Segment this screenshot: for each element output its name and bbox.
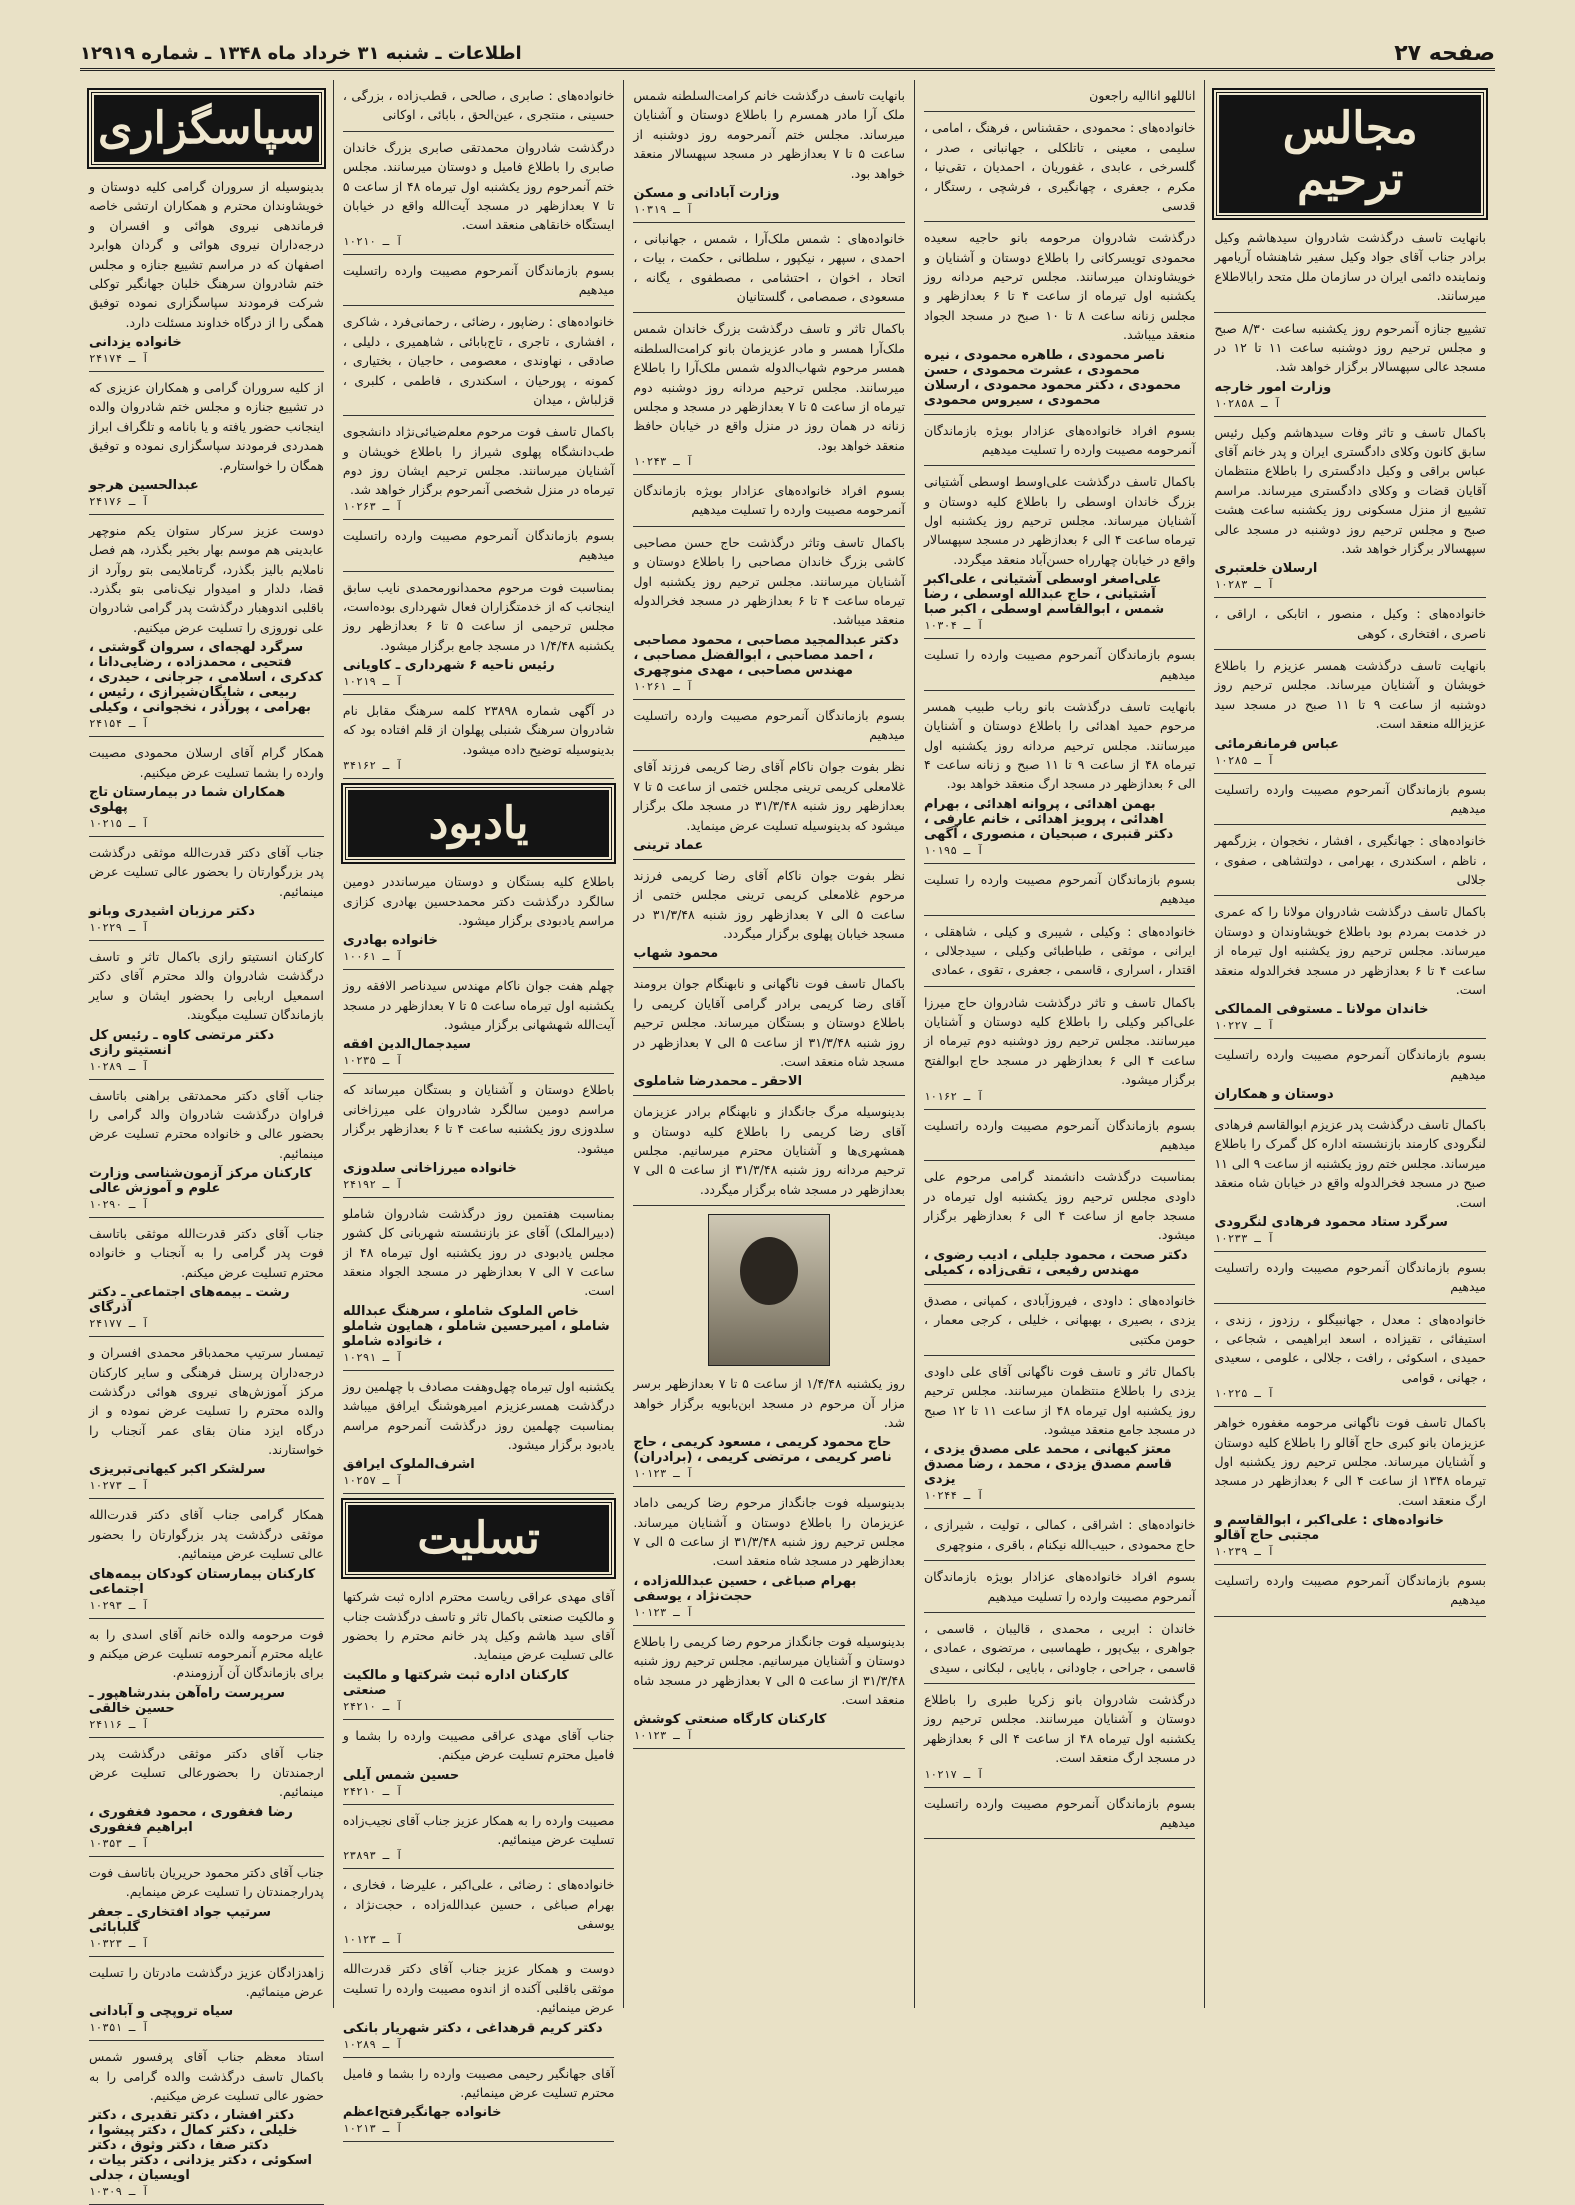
notice-divider [633,1095,905,1096]
notice-divider [343,415,615,416]
notice-divider [343,2057,615,2058]
notice-divider [343,571,615,572]
notice-text: باکمال تاسف و تاثر وفات سیدهاشم وکیل رئیس سابق کانون وکلای دادگستری ایران و پدر خانم آقای عباس براقی و وکیل دادگستری را باطلاع منتظمان آقایان قضات و وکلای دادگستری میرساند. مراسم تشییع از منزل مسکونی روز یکشنبه ساعت هشت صبح و مجلس ترحیم روز دوشنبه در مسجد عالی سپهسالار برگزار خواهد شد. [1214,424,1486,556]
issue-info: اطلاعات ـ شنبه ۳۱ خرداد ماه ۱۳۴۸ ـ شماره ۱۲۹۱۹ [80,42,522,64]
notice-divider [633,1748,905,1749]
notice-signature: همکاران شما در بیمارستان تاج پهلوی [88,784,286,815]
notice-divider [343,778,615,779]
notice-signature: سرگرد لهجه‌ای ، سروان گوشتی ، فتحیی ، محمدزاده ، رضایی‌دانا ، کدکری ، اسلامی ، جرجانی ، حیدری ، ربیعی ، شایگان‌شیرازی ، رئیس ، بهرامی ، پورآذر ، نخجوانی ، وکیلی [88,640,323,716]
notice-text: باکمال تاثر و تاسف درگذشت بزرگ خاندان شمس ملک‌آرا همسر و مادر عزیزمان بانو کرامت‌السلطنه همسر مرحوم شهاب‌الدوله شمس ملک‌آرا را باطلاع میرسانند. مجلس ترحیم مردانه روز دوشنبه دوم تیرماه از ساعت ۵ تا ۷ بعدازظهر در مسجد و مجلس زنانه در همان روز در منزل واقع در خیابان حافظ منعقد خواهد بود. [633,321,905,453]
notice-divider [89,1079,324,1080]
notice-signature: اشرف‌الملوک ایرافق [342,1457,475,1473]
notice-signature: ارسلان خلعتبری [1214,561,1318,577]
notice-divider [924,1612,1196,1613]
notice-divider [89,1336,324,1337]
notice-code: آ ـ ۲۳۸۹۳ [342,1849,403,1863]
notice-text: باکمال تاسف فوت ناگهانی و نابهنگام جوان برومند آقای رضا کریمی برادر گرامی آقایان کریمی را باطلاع دوستان و بستگان میرساند. مجلس ترحیم روز شنبه ۳۱/۳/۴۸ از ساعت ۵ الی ۷ بعدازظهر در مسجد شاه منعقد است. [633,976,905,1069]
notice-code: آ ـ ۱۰۱۶۲ [923,1089,984,1103]
notice-signature: سرلشکر اکبر کیهانی‌تبریزی [88,1462,266,1478]
notice-text: بدینوسیله فوت جانگداز مرحوم رضا کریمی داماد عزیزمان را باطلاع دوستان و آشنایان میرساند. مجلس ترحیم روز شنبه ۳۱/۳/۴۸ از ساعت ۵ الی ۷ بعدازظهر در مسجد شاه منعقد است. [633,1495,905,1569]
notice-signature: معتز کیهانی ، محمد علی مصدق یزدی ، قاسم مصدق یزدی ، محمد ، رضا مصدق یزدی [923,1442,1172,1488]
notice-divider [89,1498,324,1499]
notice-code: آ ـ ۱۰۱۹۵ [923,843,984,857]
notice-divider [89,371,324,372]
notice-divider [633,1486,905,1487]
notice-divider [1214,824,1486,825]
notice-divider [1214,312,1486,313]
notice-signature: رئیس ناحیه ۶ شهرداری ـ کاویانی [342,658,555,673]
notice-signature: الاحقر ـ محمدرضا شاملوی [633,1074,803,1090]
notice-signature: عبدالحسین هرجو [88,477,199,493]
notice-text: تشییع جنازه آنمرحوم روز یکشنبه ساعت ۸/۳۰ صبح و مجلس ترحیم روز دوشنبه ساعت ۱۱ تا ۱۲ در مسجد عالی سپهسالار برگزار خواهد شد. [1214,320,1487,375]
notice-text: خانواده‌های : اشراقی ، کمالی ، تولیت ، شیرازی ، حاج محمودی ، حبیب‌الله نیکنام ، باقری ، منوچهری [923,1517,1196,1552]
column-thanks [80,80,333,2199]
notice-code: آ ـ ۱۰۳۵۳ [88,1836,149,1850]
notice-divider [924,1284,1196,1285]
notice-divider [1214,1108,1486,1109]
notice-divider [1214,1564,1486,1565]
notice-signature: کارکنان اداره ثبت شرکتها و مالکیت صنعتی [342,1667,569,1698]
notice-code: آ ـ ۱۰۱۲۳ [633,1467,694,1481]
notice-signature: خانواده میرزاخانی سلدوزی [342,1160,517,1176]
notice-code: آ ـ ۱۰۲۲۹ [88,921,149,934]
notice-divider [89,940,324,941]
notice-divider [924,111,1196,112]
notice-text: بدینوسیله مرگ جانگداز و نابهنگام برادر عزیزمان آقای رضا کریمی را باطلاع کلیه دوستان و همشهری‌ها و آشنایان محترم میرسانیم. مجلس ترحیم مردانه روز شنبه ۳۱/۳/۴۸ از ساعت ۵ الی ۷ بعدازظهر در مسجد شاه برگزار میگردد. [633,1104,905,1197]
notice-signature: وزارت آبادانی و مسکن [633,185,780,201]
notice-text: باکمال تاسف وتاثر درگذشت حاج حسن مصاحبی کاشی بزرگ خاندان مصاحبی را باطلاع دوستان و آشنایان میرسانند. مجلس ترحیم روز یکشنبه اول تیرماه ساعت ۴ تا ۶ بعدازظهر در مسجد فخرالدوله منعقد میباشد. [633,534,905,628]
notice-signature: دکتر مرزبان اشیدری وبانو [88,904,255,919]
notice-text: در آگهی شماره ۲۳۸۹۸ کلمه سرهنگ مقابل نام شادروان سرهنگ شنبلی پهلوان از قلم افتاده بود که بدینوسیله توضیح داده میشود. [342,703,615,757]
notice-divider [924,638,1196,639]
notice-text: خانواده‌های : معدل ، جهانبیگلو ، رزدوز ، زندی ، استیفائی ، تقیزاده ، اسعد ابراهیمی ، شجاعی ، حمیدی ، اسکوئی ، رافت ، جلالی ، علومی ، سعیدی ، جهانی ، قوامی [1214,1311,1486,1385]
notice-text: همکار گرامی جناب آقای دکتر قدرت‌الله موثقی درگذشت پدر بزرگوارتان را بحضور عالی تسلیت عرض مینمائیم. [88,1507,324,1562]
notice-text: دوست و همکار عزیز جناب آقای دکتر قدرت‌الله موثقی باقلبی آکنده از اندوه مصیبت وارده را تسلیت عرض مینمائیم. [342,1961,615,2016]
notice-signature: سرگرد ستاد محمود فرهادی لنگرودی [1214,1214,1448,1230]
notice-code: آ ـ ۱۰۲۸۹ [88,1059,149,1073]
notice-text: خانواده‌های : جهانگیری ، افشار ، نخجوان ، بزرگمهر ، ناظم ، اسکندری ، بهرامی ، دولتشاهی ، صفوی ، جلالی [1214,833,1486,887]
notice-code: آ ـ ۳۴۱۶۲ [342,759,403,773]
notice-code: آ ـ ۱۰۲۱۳ [342,2122,403,2136]
notice-text: بانهایت تاسف درگذشت شادروان سیدهاشم وکیل برادر جناب آقای جواد وکیل سفیر شاهنشاه آریامهر ونماینده دائمی ایران در سازمان ملل متحد رابالاطلاع میرسانند. [1214,230,1486,304]
notice-signature: عماد ترینی [633,837,704,853]
notice-divider [633,967,905,968]
notice-text: بسوم بازماندگان آنمرحوم مصیبت وارده راتسلیت میدهیم [923,1117,1196,1152]
notice-text: خاندان : ابریی ، محمدی ، قالیبان ، قاسمی ، جواهری ، بیک‌پور ، طهماسبی ، مرتضوی ، عمادی ، قاسمی ، جراحی ، جاودانی ، بابایی ، لبکانی ، سیدی [923,1620,1196,1675]
notice-signature: ناصر محمودی ، طاهره محمودی ، نیره محمودی ، عشرت محمودی ، حسن محمودی ، دکتر محمود محمودی ، ارسلان محمودی ، سیروس محمودی [923,347,1181,408]
notice-code: آ ـ ۱۰۲۱۹ [342,675,403,688]
notice-code: آ ـ ۱۰۱۲۳ [342,1933,403,1947]
notice-text: نظر بفوت جوان ناکام آقای رضا کریمی فرزند آقای غلامعلی کریمی ترینی مجلس ختمی از ساعت ۵ تا ۷ بعدازظهر روز شنبه ۳۱/۳/۴۸ در مسجد ملک برگزار میشود که بدینوسیله تسلیت عرض مینماید. [633,759,905,833]
notice-divider [633,699,905,700]
notice-text: خانواده‌های : رضاپور ، رضائی ، رحمانی‌فرد ، شاکری ، افشاری ، تاجری ، تاج‌بابائی ، شاهمیری ، دلیلی ، صادقی ، نهاوندی ، معصومی ، حاجیان ، بختیاری ، کمونه ، پورحیان ، اسکندری ، فاطمی ، کلبری ، قزلباش ، میدان [342,314,615,407]
notice-divider [343,1493,615,1494]
notice-divider [343,694,615,695]
notice-divider [924,690,1196,691]
notice-divider [633,750,905,751]
notice-signature: خاص الملوک شاملو ، سرهنگ عبدالله شاملو ، امیرحسین شاملو ، همایون شاملو ، خانواده شاملو [342,1303,610,1349]
notice-divider [924,1560,1196,1561]
notice-text: آقای مهدی عراقی ریاست محترم اداره ثبت شرکتها و مالکیت صنعتی باکمال تاثر و تاسف درگذشت جناب آقای سید هاشم وکیل پدر خانم محترم را بحضور عالی تسلیت عرض مینماید. [342,1589,615,1663]
notice-code: آ ـ ۱۰۲۲۵ [1214,1387,1275,1401]
notice-divider [343,1073,615,1074]
notice-text: باطلاع کلیه بستگان و دوستان میرسانددر دومین سالگرد درگذشت دکتر محمدحسین بهادری کزازی مراسم یادبودی برگزار میشود. [342,874,615,928]
notice-signature: خانواده جهانگیرفتح‌اعظم [342,2105,502,2121]
notice-signature: حاج محمود کریمی ، مسعود کریمی ، حاج ناصر کریمی ، مرتضی کریمی ، (برادران) [633,1435,892,1466]
notice-divider [924,1508,1196,1509]
notice-text: بسوم افراد خانواده‌های عزادار بویژه بازماندگان آنمرحوم مصیبت وارده را تسلیت میدهیم [923,1569,1196,1604]
notice-code: آ ـ ۱۰۲۹۰ [88,1198,149,1211]
notice-divider [343,1197,615,1198]
notice-text: یکشنبه اول تیرماه چهل‌وهفت مصادف با چهلمین روز درگذشت همسرعزیزم امیرهوشنگ ایرافق میباشد بمناسبت چهلمین روز درگذشت آنمرحوم مراسم یادبود برگزار میشود. [342,1378,615,1452]
notice-code: آ ـ ۲۴۱۹۲ [342,1177,403,1191]
notice-signature: علی‌اصغر اوسطی آشتیانی ، علی‌اکبر آشتیانی ، حاج عبدالله اوسطی ، رضا شمس ، ابوالقاسم اوسطی ، اکبر صبا [923,572,1165,618]
notice-code: آ ـ ۱۰۲۸۵۸ [1214,396,1281,410]
notice-signature: کارکنان بیمارستان کودکان بیمه‌های اجتماعی [88,1566,316,1597]
notice-divider [924,1683,1196,1684]
notice-divider [89,1217,324,1218]
notice-code: آ ـ ۱۰۲۸۳ [1214,578,1275,592]
notice-text: بسوم افراد خانواده‌های عزادار بویژه بازماندگان آنمرحومه مصیبت وارده را تسلیت میدهیم [923,422,1196,457]
notice-signature: دکتر مرتضی کاوه ـ رئیس کل انستیتو رازی [88,1027,275,1058]
notice-text: بسوم بازماندگان آنمرحوم مصیبت وارده راتسلیت میدهیم [1214,1047,1486,1082]
notice-text: بسوم بازماندگان آنمرحوم مصیبت وارده راتسلیت میدهیم [1214,1573,1486,1608]
notice-text: چهلم هفت جوان ناکام مهندس سیدناصر الافقه روز یکشنبه اول تیرماه ساعت ۵ تا ۷ بعدازظهر در مسجد آیت‌الله شهشهانی برگزار میشود. [342,978,615,1032]
notice-signature: دکتر کریم قرهداغی ، دکتر شهریار بانکی [342,2020,603,2036]
notice-divider [1214,773,1486,774]
notice-signature: محمود شهاب [633,946,719,962]
notice-divider [343,305,615,306]
notice-text: بانهایت تاسف درگذشت بانو رباب طبیب همسر مرحوم حمید اهدائی را باطلاع دوستان و آشنایان میرسانند. مجلس ترحیم مردانه روز یکشنبه اول تیرماه ۴۸ از ساعت ۹ تا ۱۱ صبح و زنانه ساعت ۴ الی ۶ بعدازظهر در مسجد ارگ منعقد خواهد بود. [923,698,1196,792]
notice-code: آ ـ ۱۰۲۱۰ [342,234,403,248]
notice-text: تیمسار سرتیپ محمدباقر محمدی افسران و درجه‌داران پرسنل فرهنگی و سایر کارکنان مرکز آموزش‌های نیروی هوائی درگذشت والده محترم را تسلیت عرض نموده و از درگاه ایزد منان بقای عمر آنجناب را خواستارند. [88,1345,324,1457]
notice-signature: بهمن اهدائی ، پروانه اهدائی ، بهرام اهدائی ، پرویز اهدائی ، خانم عارفی ، دکتر قنبری ، صبحیان ، منصوری ، آگهی [923,796,1174,842]
notice-divider [343,519,615,520]
notice-text: فوت مرحومه والده خانم آقای اسدی را به عایله محترم آنمرحومه تسلیت عرض میکنم و برای بازماندگان آن آرزومندم. [88,1626,324,1681]
notice-divider [89,1737,324,1738]
notice-code: آ ـ ۱۰۳۲۳ [88,1936,149,1950]
notice-text: باکمال تاسف فوت مرحوم معلم‌ضیائی‌نژاد دانشجوی طب‌دانشگاه پهلوی شیراز را باطلاع خویشان و آشنایان میرسانند. مجلس ترحیم ایشان روز دوم تیرماه در منزل شخصی آنمرحوم برگزار خواهد شد. [342,424,615,498]
notice-text: خانواده‌های : رضائی ، علی‌اکبر ، علیرضا ، فخاری ، بهرام صباغی ، حسین عبدالله‌زاده ، حجت‌نژاد ، یوسفی [342,1877,615,1931]
notice-divider [1214,597,1486,598]
notice-code: آ ـ ۱۰۱۲۳ [633,1605,694,1619]
notice-signature: خانواده بهادری [342,933,438,949]
notice-text: جناب آقای دکتر محمدتقی براهنی باتاسف فراوان درگذشت شادروان والد گرامی را بحضور عالی و خانواده محترم تسلیت عرض مینمائیم. [88,1087,324,1161]
notice-text: دوست عزیز سرکار ستوان یکم منوچهر عابدینی هم موسم بهار بخیر بگذرد، هم فصل ناملایم بالیز بگذرد، گرتاملایمی بتو روآرد از قضا، دلدار و امیدوار نیک‌نامی بتو بگذرد. باقلبی اندوهبار درگذشت پدر گرامی شادروان علی نوروزی را تسلیت عرض میکنیم. [88,522,324,635]
notice-divider [343,1719,615,1720]
notice-code: آ ـ ۱۰۲۲۷ [1214,1019,1275,1033]
column-mourning [1204,80,1495,2008]
notice-divider [924,915,1196,916]
notice-divider [633,1625,905,1626]
notice-signature: خانواده‌های : علی‌اکبر ، ابوالقاسم و مجتبی حاج آقالو [1214,1513,1444,1543]
notice-code: آ ـ ۱۰۰۶۱ [342,950,403,964]
notice-divider [343,2141,615,2142]
notice-code: آ ـ ۱۰۲۸۹ [342,2037,403,2051]
notice-divider [1214,416,1486,417]
notice-text: اناللهو اناالیه راجعون [1089,88,1196,103]
notice-text: بسوم بازماندگان آنمرحوم مصیبت وارده را تسلیت میدهیم [923,647,1196,682]
notice-code: آ ـ ۲۴۲۱۰ [342,1784,403,1798]
notice-code: آ ـ ۱۰۲۹۳ [88,1598,149,1612]
notice-text: خانواده‌های : وکیل ، منصور ، اتابکی ، اراقی ، ناصری ، افتخاری ، کوهی [1214,606,1486,641]
notice-code: آ ـ ۱۰۲۹۱ [342,1350,403,1364]
running-header [80,38,1495,71]
notice-text: بسوم بازماندگان آنمرحوم مصیبت وارده راتسلیت میدهیم [342,262,615,297]
notice-divider [343,1868,615,1869]
notice-text: خانواده‌های : محمودی ، حقشناس ، فرهنگ ، امامی ، سلیمی ، معینی ، تاتلکلی ، جهانبانی ، صدر ، گلسرخی ، عابدی ، غفوریان ، احمدیان ، تقی‌نیا ، مکرم ، جعفری ، چهانگیری ، فرشچی ، رستگار ، قدسی [923,120,1196,213]
notice-code: آ ـ ۲۴۱۷۷ [88,1317,149,1331]
notice-divider [89,1856,324,1857]
notice-divider [89,1618,324,1619]
notice-code: آ ـ ۱۰۱۲۳ [633,1729,694,1743]
notice-code: آ ـ ۲۴۱۷۴ [88,352,149,365]
notice-text: بسوم بازماندگان آنمرحوم مصیبت وارده راتسلیت میدهیم [342,527,615,563]
notice-signature: کارکنان مرکز آزمون‌شناسی وزارت علوم و آموزش عالی [88,1166,312,1196]
notice-text: آقای جهانگیر رحیمی مصیبت وارده را بشما و فامیل محترم تسلیت عرض مینمائیم. [342,2065,615,2100]
notice-code: آ ـ ۱۰۲۵۷ [342,1474,403,1488]
notice-text: جناب آقای دکتر موثقی درگذشت پدر ارجمندتان را بحضورعالی تسلیت عرض مینمائیم. [88,1745,324,1800]
notice-divider [343,1804,615,1805]
notice-signature: رشت ـ بیمه‌های اجتماعی ـ دکتر آذرگای [88,1285,290,1316]
notice-divider [89,736,324,737]
notice-divider [1214,1616,1486,1617]
notice-signature: سیدجمال‌الدین افقه [342,1037,471,1053]
notice-divider [633,859,905,860]
notice-text: کارکنان انستیتو رازی باکمال تاثر و تاسف درگذشت شادروان والد محترم آقای دکتر اسمعیل اربابی را بحضور ایشان و سایر بازماندگان تسلیت میگویند. [88,949,324,1023]
notice-code: آ ـ ۲۴۱۵۴ [88,717,149,731]
notice-code: آ ـ ۱۰۲۴۴ [923,1489,984,1503]
notice-signature: سیاه تروپچی و آبادانی [88,2004,234,2020]
notice-divider [924,221,1196,222]
portrait-photo [708,1214,830,1366]
notice-signature: سرپرست راه‌آهن بندرشاهپور ـ حسین خالقی [88,1685,285,1716]
notice-code: آ ـ ۱۰۲۳۳ [1214,1231,1275,1245]
notice-text: بمناسبت هفتمین روز درگذشت شادروان شاملو (دبیرالملک) آقای عز بازنشسته شهربانی کل کشور مجلس یادبودی در روز یکشنبه اول تیرماه ۴۸ از ساعت ۷ الی ۷ بعدازظهر در مسجد الجواد منعقد است. [342,1205,615,1299]
notice-code: آ ـ ۱۰۳۰۹ [88,2185,149,2199]
notice-text: درگذشت شادروان مرحومه بانو حاجیه سعیده محمودی تویسرکانی را باطلاع دوستان و آشنایان و خویشاوندان میرسانند. مجلس ترحیم مردانه روز یکشنبه اول تیرماه از ساعت ۴ تا ۶ بعدازظهر و مجلس زنانه ساعت ۸ تا ۱۰ صبح در مسجد الجواد منعقد میباشد. [923,230,1196,343]
notice-signature: وزارت امور خارجه [1214,379,1332,395]
notice-text: باکمال تاسف و تاثر درگذشت شادروان حاج میرزا علی‌اکبر وکیلی را باطلاع کلیه دوستان و آشنایان میرسانند. مجلس ترحیم روز دوشنبه دوم تیرماه از ساعت ۴ الی ۶ بعدازظهر در مسجد حاج ابوالفتح برگزار میشود. [923,994,1196,1088]
notice-code: آ ـ ۲۴۱۷۶ [88,494,149,508]
notice-divider [1214,1038,1486,1039]
notice-code: آ ـ ۱۰۲۶۳ [342,499,403,513]
notice-text: درگذشت شادروان محمدتقی صابری بزرگ خاندان صابری را باطلاع فامیل و دوستان میرسانند. مجلس ختم آنمرحوم روز یکشنبه اول تیرماه ۴۸ از ساعت ۵ تا ۷ بعدازظهر در مسجد آیت‌الله واقع در خیابان ایستگاه خانقاهی منعقد است. [342,139,615,233]
notice-code: آ ـ ۱۰۳۱۹ [633,202,694,216]
notice-code: آ ـ ۱۰۲۱۷ [923,1767,984,1781]
notice-text: جناب آقای دکتر محمود حریریان باتاسف فوت پدرارجمندتان را تسلیت عرض مینمایم. [88,1864,324,1900]
notice-divider [633,526,905,527]
notice-divider [1214,1406,1486,1407]
notice-divider [924,414,1196,415]
notice-text: بسوم بازماندگان آنمرحوم مصیبت وارده راتسلیت میدهیم [633,707,905,742]
banner-sepasgozari: سپاسگزاری [89,90,324,167]
notice-text: بسوم بازماندگان آنمرحوم مصیبت وارده راتسلیت میدهیم [1214,781,1486,816]
banner-yadbood: یادبود [343,785,615,862]
notice-text: خانواده‌های : وکیلی ، شیبری و کیلی ، شاهقلی ، ایرانی ، موثقی ، طباطبائی وکیلی ، سیدجلالی ، اقتدار ، اسراری ، قاسمی ، جعفری ، تقوی ، عمادی [923,923,1196,978]
notice-text: بسوم بازماندگان آنمرحوم مصیبت وارده راتسلیت میدهیم [923,1795,1196,1830]
notice-text: روز یکشنبه ۱/۴/۴۸ از ساعت ۵ تا ۷ بعدازظهر برسر مزار آن مرحوم در مسجد ابن‌بابویه برگزار خواهد شد. [633,1376,905,1430]
notice-text: زاهدزادگان عزیز درگذشت مادرتان را تسلیت عرض مینمائیم. [88,1964,324,1999]
column-4 [333,80,624,2136]
notice-text: جناب آقای مهدی عراقی مصیبت وارده را بشما و فامیل محترم تسلیت عرض میکنم. [342,1727,615,1763]
notice-divider [89,514,324,515]
notice-signature: بهرام صباغی ، حسین عبدالله‌زاده ، حجت‌نژاد ، یوسفی [633,1573,857,1604]
notice-signature: خانواده یزدانی [88,335,182,350]
notice-divider [924,1838,1196,1839]
notice-divider [633,474,905,475]
notice-signature: حسین شمس آیلی [342,1767,460,1783]
notice-text: درگذشت شادروان بانو زکریا طبری را باطلاع دوستان و آشنایان میرسانند. مجلس ترحیم روز یکشنبه اول تیرماه ۴۸ از ساعت ۴ الی ۶ بعدازظهر در مسجد ارگ منعقد است. [923,1692,1196,1766]
portrait-head [740,1237,798,1305]
notice-divider [924,1787,1196,1788]
notice-text: جناب آقای دکتر قدرت‌الله موثقی باتاسف فوت پدر گرامی را به آنجناب و خانواده محترم تسلیت عرض میکنم. [88,1226,324,1280]
notice-text: از کلیه سروران گرامی و همکاران عزیزی که در تشییع جنازه و مجلس ختم شادروان والده اینجانب حضور یافته و یا بانامه و تلگراف ابراز همدردی فرمودند سپاسگزاری نموده و توفیق همگان را خواستارم. [88,380,324,473]
notice-text: باکمال تاسف درگذشت علی‌اوسط اوسطی آشتیانی بزرگ خاندان اوسطی را باطلاع کلیه دوستان و آشنایان میرساند. مجلس ترحیم روز یکشنبه اول تیرماه ساعت ۴ الی ۶ بعدازظهر در مسجد سپهسالار واقع در خیابان چهارراه حسن‌آباد منعقد میگردد. [923,474,1196,567]
notice-divider [89,1956,324,1957]
notice-divider [924,986,1196,987]
notice-divider [924,1160,1196,1161]
notice-divider [924,1355,1196,1356]
notice-divider [343,254,615,255]
notice-code: آ ـ ۱۰۲۶۱ [633,679,694,693]
notice-text: خانواده‌های : داودی ، فیروزآبادی ، کمپانی ، مصدق یزدی ، بصیری ، بهبهانی ، خلیلی ، کرجی معمار ، حومن مکتبی [923,1292,1196,1347]
notice-code: آ ـ ۱۰۲۳۵ [342,1054,403,1068]
notice-divider [1214,1303,1486,1304]
notice-code: آ ـ ۱۰۲۴۳ [633,455,694,468]
notice-divider [1214,649,1486,650]
columns [80,80,1495,2199]
notice-divider [633,1205,905,1206]
notice-signature: رضا فغفوری ، محمود فغفوری ، ابراهیم فغفوری [88,1804,293,1835]
notice-signature: خاندان مولانا ـ مستوفی الممالکی [1214,1002,1429,1018]
notice-text: خانواده‌های : صابری ، صالحی ، قطب‌زاده ، بزرگی ، حسینی ، منتجری ، عین‌الحق ، بابائی ، اوکانی [342,88,615,123]
notice-text: بدینوسیله از سروران گرامی کلیه دوستان و خویشاوندان محترم و همکاران ارتشی خاصه فرماندهی نیروی هوائی و افسران و درجه‌داران نیروی هوائی و گردان هوابرد اصفهان که در مراسم تشییع جنازه و مجلس ختم شادروان سرهنگ خلبان جهانگیر توکلی شرکت فرمودند سپاسگزاری نموده توفیق همگی را از درگاه خداوند مسئلت دارد. [88,179,324,330]
notice-divider [89,2040,324,2041]
notice-code: آ ـ ۱۰۲۱۵ [88,816,149,830]
notice-signature: دکتر افشار ، دکتر تقدیری ، دکتر خلیلی ، دکتر کمال ، دکتر پیشوا ، دکتر صفا ، دکتر وثوق ، دکتر اسکوئی ، دکتر یزدانی ، دکتر بیات ، اویسیان ، جدلی [88,2108,312,2184]
notice-text: بمناسبت فوت مرحوم محمدانورمحمدی نایب سابق اینجانب که از خدمتگزاران فعال شهرداری بوده‌است، مجلس ترحیمی از ساعت ۵ تا ۶ بعدازظهر روز یکشنبه ۱/۴/۴۸ در مسجد جامع برگزار میشود. [342,579,615,653]
notice-text: بسوم افراد خانواده‌های عزادار بویژه بازماندگان آنمرحومه مصیبت وارده را تسلیت میدهیم [633,483,905,518]
notice-code: آ ـ ۱۰۲۸۵ [1214,753,1275,767]
notice-text: همکار گرام آقای ارسلان محمودی مصیبت وارده را بشما تسلیت عرض میکنیم. [88,745,324,780]
notice-signature: عباس فرمانفرمائی [1214,736,1339,752]
notice-signature: دوستان و همکاران [1214,1087,1334,1102]
column-3 [623,80,914,2008]
notice-divider [343,1952,615,1953]
notice-divider [1214,895,1486,896]
notice-divider [343,131,615,132]
column-2 [914,80,1205,2008]
notice-text: بدینوسیله فوت جانگداز مرحوم رضا کریمی را باطلاع دوستان و آشنایان میرسانیم. مجلس ترحیم روز شنبه ۳۱/۳/۴۸ از ساعت ۵ الی ۷ بعدازظهر در مسجد شاه منعقد است. [633,1633,905,1707]
notice-signature: دکتر عبدالمجید مصاحبی ، محمود مصاحبی ، احمد مصاحبی ، ابوالفضل مصاحبی ، مهندس مصاحبی ، مهدی منوچهری [633,632,899,678]
notice-text: مصیبت وارده را به همکار عزیز جناب آقای نجیب‌زاده تسلیت عرض مینمائیم. [342,1812,615,1847]
notice-code: آ ـ ۲۴۱۱۶ [88,1717,149,1731]
notice-text: باکمال تاثر و تاسف فوت ناگهانی آقای علی داودی یزدی را باطلاع منتظمان میرسانند. مجلس ترحیم روز یکشنبه اول تیرماه ۴۸ از ساعت ۱۱ تا ۱۲ صبح در مسجد جامع منعقد میشود. [923,1363,1196,1437]
notice-divider [343,1370,615,1371]
notice-text: بمناسبت درگذشت دانشمند گرامی مرحوم علی داودی مجلس ترحیم روز یکشنبه اول تیرماه در مسجد جامع از ساعت ۴ الی ۶ بعدازظهر برگزار میشود. [923,1169,1196,1243]
notice-divider [924,1109,1196,1110]
notice-divider [1214,1251,1486,1252]
notice-code: آ ـ ۲۴۲۱۰ [342,1699,403,1713]
notice-signature: سرتیپ جواد افتخاری ـ جعفر گلبابائی [88,1904,272,1935]
notice-text: باکمال تاسف فوت ناگهانی مرحومه مغفوره خواهر عزیزمان بانو کبری حاج آقالو را باطلاع کلیه دوستان و آشنایان میرساند. مجلس ترحیم روز یکشنبه اول تیرماه ۱۳۴۸ از ساعت ۴ الی ۶ بعدازظهر در مسجد ارگ منعقد است. [1214,1415,1486,1508]
notice-code: آ ـ ۱۰۲۷۳ [88,1479,149,1493]
notice-code: آ ـ ۱۰۳۰۴ [923,619,984,633]
notice-text: بانهایت تاسف درگذشت خانم کرامت‌السلطنه شمس ملک آرا مادر همسرم را باطلاع دوستان و آشنایان میرساند. مجلس ختم آنمرحومه روز دوشنبه از ساعت ۵ تا ۷ بعدازظهر در مسجد سپهسالار منعقد خواهد بود. [633,88,905,181]
notice-divider [343,969,615,970]
notice-divider [924,465,1196,466]
notice-divider [633,312,905,313]
notice-text: بسوم بازماندگان آنمرحوم مصیبت وارده را تسلیت میدهیم [923,871,1196,907]
notice-text: باطلاع دوستان و آشنایان و بستگان میرساند که مراسم دومین سالگرد شادروان علی میرزاخانی سلدوزی روز یکشنبه ساعت ۴ تا ۶ بعدازظهر برگزار میشود. [342,1082,615,1156]
notice-text: بسوم بازماندگان آنمرحوم مصیبت وارده راتسلیت میدهیم [1214,1259,1486,1295]
notice-text: استاد معظم جناب آقای پرفسور شمس باکمال تاسف درگذشت والده گرامی را به حضور عالی تسلیت عرض میکنیم. [88,2049,324,2103]
notice-text: نظر بفوت جوان ناکام آقای رضا کریمی فرزند مرحوم غلامعلی کریمی ترینی مجلس ختمی از ساعت ۵ الی ۷ بعدازظهر روز شنبه ۳۱/۳/۴۸ در مسجد خیابان پهلوی برگزار میگردد. [633,867,905,941]
notice-signature: دکتر صحت ، محمود جلیلی ، ادیب رضوی ، مهندس رفیعی ، تقی‌زاده ، کمیلی [923,1247,1188,1278]
banner-majalis-tarhim: مجالس ترحیم [1214,90,1486,218]
notice-text: بانهایت تاسف درگذشت همسر عزیزم را باطلاع خویشان و آشنایان میرساند. مجلس ترحیم روز دوشنبه از ساعت ۹ تا ۱۱ صبح در مسجد سید عزیزالله منعقد است. [1214,658,1486,732]
notice-text: باکمال تاسف درگذشت شادروان مولانا را که عمری در خدمت بمردم بود باطلاع خویشاوندان و دوستان میرساند. مجلس ترحیم روز یکشنبه اول تیرماه از ساعت ۴ تا ۶ بعدازظهر در مسجد فخرالدوله منعقد است. [1214,904,1486,997]
banner-tasliat: تسلیت [343,1500,615,1577]
notice-text: باکمال تاسف درگذشت پدر عزیزم ابوالقاسم فرهادی لنگرودی کارمند بازنشسته اداره کل گمرک را باطلاع میرساند. مجلس ختم روز یکشنبه از ساعت ۹ الی ۱۱ صبح در مسجد فخرالدوله واقع در خیابان شاه منعقد است. [1214,1117,1486,1210]
notice-divider [924,863,1196,864]
notice-divider [89,836,324,837]
page-number: صفحه ۲۷ [1394,40,1495,66]
notice-code: آ ـ ۱۰۲۳۹ [1214,1545,1275,1558]
notice-text: خانواده‌های : شمس ملک‌آرا ، شمس ، جهانبانی ، احمدی ، سپهر ، نیکپور ، سلطانی ، حکمت ، بیات ، اتحاد ، اخوان ، احتشامی ، مصطفوی ، یگانه ، مسعودی ، صمصامی ، گلستانیان [633,230,905,304]
notice-divider [633,222,905,223]
notice-text: جناب آقای دکتر قدرت‌الله موثقی درگذشت پدر بزرگوارتان را بحضور عالی تسلیت عرض مینمائیم. [88,844,324,899]
notice-code: آ ـ ۱۰۳۵۱ [88,2021,149,2035]
notice-signature: کارکنان کارگاه صنعتی کوشش [633,1712,827,1728]
